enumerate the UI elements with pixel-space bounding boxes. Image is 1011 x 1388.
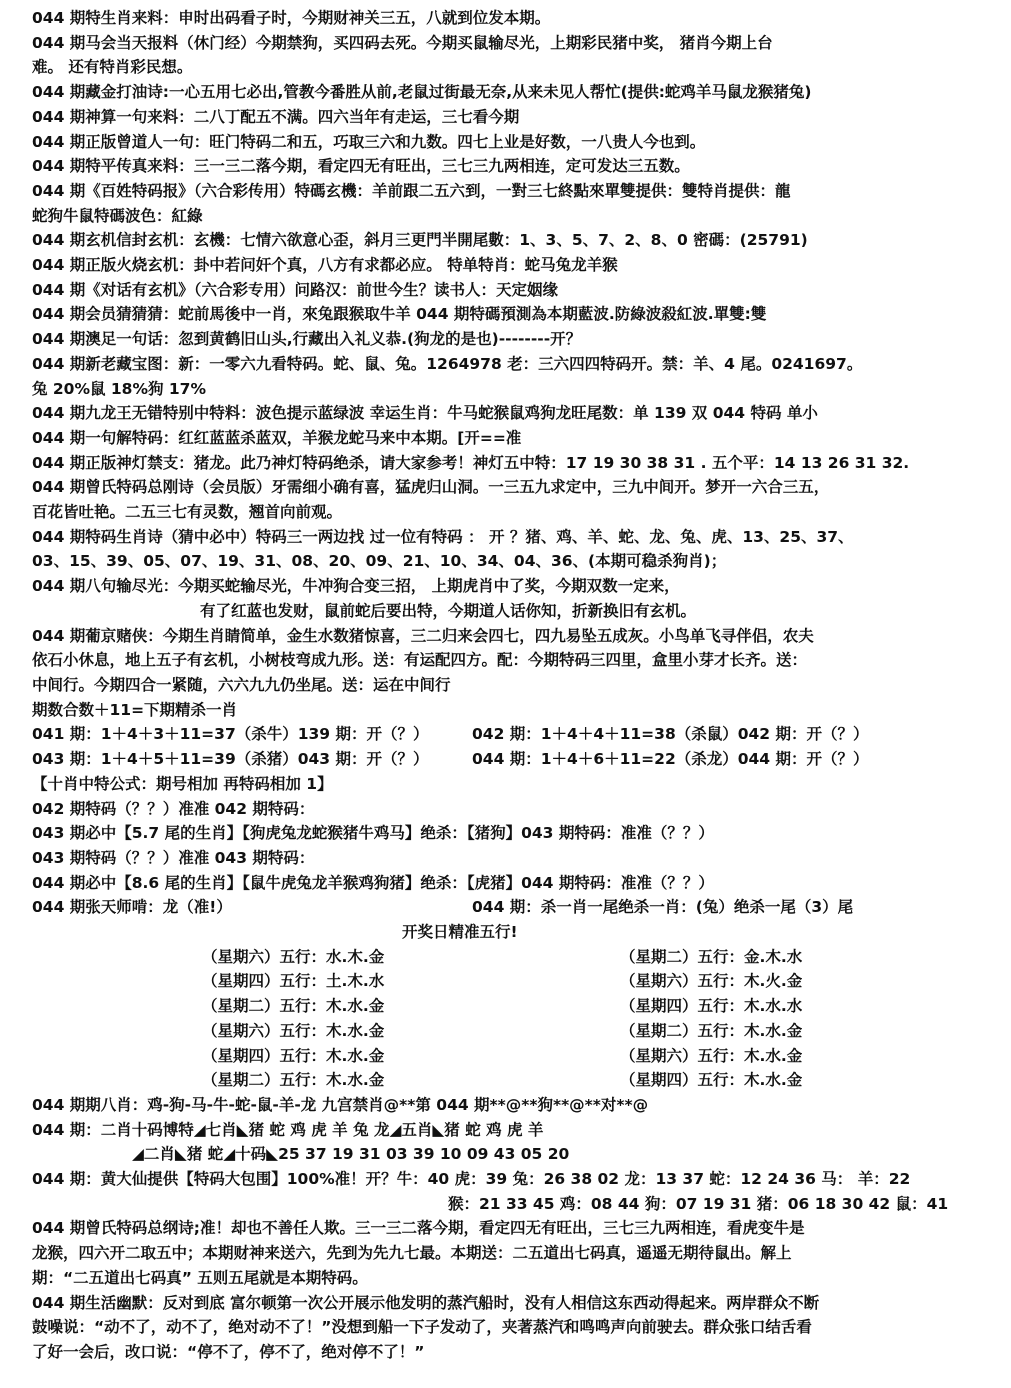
zhang-tianshi-row — [32, 895, 997, 920]
text-line: 龙猴，四六开二取五中；本期财神来送六，先到为先九七最。本期送：二五道出七码真，遥遥无期待鼠出。解上 — [32, 1244, 792, 1263]
wuxing-cell: （星期四）五行：木.水.金 — [620, 1071, 803, 1090]
text-line: 044 期《对话有玄机》（六合彩专用）问路汉：前世今生？读书人：天定姻缘 — [32, 280, 559, 299]
zeng-humor-block — [32, 1216, 997, 1364]
two-zodiac-ten-codes: ◢二肖◣猪 蛇◢十码◣25 37 19 31 03 39 10 09 43 05 20 — [132, 1145, 570, 1164]
text-line: 044 期澳足一句话：忽到黄鹤旧山头,行藏出入礼义恭.(狗龙的是也)--------开？ — [32, 330, 582, 349]
prediction-lines-block — [32, 6, 997, 599]
text-line: 044 期曾氏特码总刚诗（会员版）牙需细小确有喜，猛虎归山洞。一三五九求定中，三九中间开。梦开一六合三五， — [32, 478, 830, 497]
wuxing-cell: （星期四）五行：土.木.水 — [202, 972, 385, 991]
text-line: 【十肖中特公式：期号相加 再特码相加 1】 — [32, 774, 333, 793]
text-line: 百花皆吐艳。二五三七有灵数，翘首向前观。 — [32, 503, 343, 522]
text-line: 044 期曾氏特码总纲诗;准！却也不善任人欺。三一三二落今期，看定四无有旺出，三七三九两相连，看虎变牛是 — [32, 1219, 805, 1238]
text-line: 兔 20%鼠 18%狗 17% — [32, 379, 206, 398]
text-line: 鼓噪说：“动不了，动不了，绝对动不了！”没想到船一下子发动了，夹著蒸汽和鸣鸣声向前驶去。群众张口结舌看 — [32, 1318, 812, 1337]
text-line: 044 期九龙王无错特别中特料：波色提示蓝绿波 幸运生肖：牛马蛇猴鼠鸡狗龙旺尾数：单 139 双 044 特码 单小 — [32, 404, 818, 423]
period-sum-formulas — [32, 722, 997, 771]
indented-line: 有了红蓝也发财，鼠前蛇后要出特，今期道人话你知，折新换旧有玄机。 — [200, 601, 697, 620]
huang-daxian-line: 044 期：黄大仙提供【特码大包围】100%准！开？牛：40 虎：39 兔：26 38 02 龙：13 37 蛇：12 24 36 马： 羊：22 — [32, 1170, 911, 1189]
text-line: 期：“二五道出七码真” 五则五尾就是本期特码。 — [32, 1268, 368, 1287]
text-line: 044 期马会当天报料（休门经）今期禁狗，买四码去死。今期买鼠输尽光，上期彩民猪中奖， 猪肖今期上台 — [32, 33, 773, 52]
text-line: 044 期新老藏宝图：新：一零六九看特码。蛇、鼠、兔。1264978 老：三六四四特码开。禁：羊、4 尾。0241697。 — [32, 354, 863, 373]
wuxing-row — [32, 1019, 997, 1044]
wuxing-cell: （星期六）五行：木.水.金 — [202, 1021, 385, 1040]
text-line: 难。 还有特肖彩民想。 — [32, 58, 193, 77]
wuxing-cell: （星期六）五行：水.木.金 — [202, 947, 385, 966]
wuxing-row — [32, 994, 997, 1019]
zhang-right: 044 期：杀一肖一尾绝杀一肖：(兔）绝杀一尾（3）尾 — [472, 898, 854, 917]
wuxing-grid — [32, 945, 997, 1093]
text-line: 中间行。今期四合一紧随，六六九九仍坐尾。送：运在中间行 — [32, 675, 451, 694]
text-line: 蛇狗牛鼠特碼波色：紅綠 — [32, 206, 203, 225]
wuxing-cell: （星期二）五行：木.水.金 — [202, 1071, 385, 1090]
text-line: 044 期神算一句来料：二八丁配五不满。四六当年有走运，三七看今期 — [32, 107, 520, 126]
formula-cell: 043 期：1＋4＋5＋11=39（杀猪）043 期：开（？） — [32, 750, 429, 769]
text-line: 044 期正版火烧玄机：卦中若问奸个真，八方有求都必应。 特单特肖：蛇马兔龙羊猴 — [32, 256, 618, 275]
formula-row — [32, 722, 997, 747]
eight-zodiac-block — [32, 1093, 997, 1142]
wuxing-row — [32, 1044, 997, 1069]
wuxing-title: 开奖日精准五行! — [402, 923, 518, 942]
formula-cell: 042 期：1＋4＋4＋11=38（杀鼠）042 期：开（？） — [472, 725, 869, 744]
wuxing-cell: （星期二）五行：金.木.水 — [620, 947, 803, 966]
wuxing-row — [32, 945, 997, 970]
wuxing-cell: （星期四）五行：木.水.金 — [202, 1046, 385, 1065]
formula-cell: 041 期：1＋4＋3＋11=37（杀牛）139 期：开（？） — [32, 725, 429, 744]
text-line: 044 期必中【8.6 尾的生肖】【鼠牛虎兔龙羊猴鸡狗猪】绝杀：【虎猪】044 期特码：准准（？？） — [32, 873, 714, 892]
text-line: 044 期藏金打油诗:一心五用七必出,管教今番胜从前,老鼠过街最无奈,从来未见人帮忙(提供:蛇鸡羊马鼠龙猴猪兔) — [32, 83, 812, 102]
text-line: 044 期正版神灯禁支：猪龙。此乃神灯特码绝杀，请大家参考！神灯五中特：17 19 30 38 31 . 五个平：14 13 26 31 32. — [32, 453, 910, 472]
wuxing-cell: （星期二）五行：木.水.金 — [202, 997, 385, 1016]
text-line: 044 期一句解特码：红红蓝蓝杀蓝双，羊猴龙蛇马来中本期。[开==准 — [32, 428, 522, 447]
text-line: 044 期特码生肖诗（猜中必中）特码三一两边找 过一位有特码 ： 开 ？猪、鸡、羊、蛇、龙、兔、虎、13、25、37、 — [32, 527, 854, 546]
text-line: 044 期正版曾道人一句：旺门特码二和五，巧取三六和九数。四七上业是好数，一八贵人今也到。 — [32, 132, 706, 151]
wuxing-cell: （星期六）五行：木.火.金 — [620, 972, 803, 991]
wuxing-row — [32, 1068, 997, 1093]
text-line: 期数合数＋11=下期精杀一肖 — [32, 700, 238, 719]
text-line: 了好一会后，改口说：“停不了，停不了，绝对停不了！” — [32, 1342, 425, 1361]
wuxing-row — [32, 969, 997, 994]
zhang-left: 044 期张天师啃：龙（准!） — [32, 898, 232, 917]
formula-cell: 044 期：1＋4＋6＋11=22（杀龙）044 期：开（？） — [472, 750, 869, 769]
text-line: 043 期必中【5.7 尾的生肖】【狗虎兔龙蛇猴猪牛鸡马】绝杀：【猪狗】043 期特码：准准（？？） — [32, 824, 714, 843]
text-line: 042 期特码（？？）准准 042 期特码： — [32, 799, 315, 818]
wuxing-cell: （星期二）五行：木.水.金 — [620, 1021, 803, 1040]
text-line: 044 期《百姓特码报》（六合彩传用）特碼玄機：羊前跟二五六到，一對三七終點來單雙提供：雙特肖提供：龍 — [32, 181, 791, 200]
text-line: 044 期期八肖：鸡-狗-马-牛-蛇-鼠-羊-龙 九宫禁肖@**第 044 期**@**狗**@**对**@ — [32, 1095, 649, 1114]
text-line: 044 期特生肖来料：申时出码看子时，今期财神关三五，八就到位发本期。 — [32, 9, 551, 27]
text-line: 044 期葡京赌侠：今期生肖睛简单，金生水数猪惊喜，三二归来会四七，四九易坠五成灰。小鸟单飞寻伴侣，农夫 — [32, 626, 814, 645]
formula-row — [32, 747, 997, 772]
wuxing-cell: （星期六）五行：木.水.金 — [620, 1046, 803, 1065]
text-line: 044 期八句输尽光：今期买蛇输尽光，牛冲狗合变三招， 上期虎肖中了奖，今期双数一定来， — [32, 577, 680, 596]
gambler-poem-block — [32, 624, 997, 723]
text-line: 依石小休息，地上五子有玄机，小树枝弯成九形。送：有运配四方。配：今期特码三四里，盒里小芽才长齐。送： — [32, 651, 808, 670]
huang-daxian-sub: 猴：21 33 45 鸡：08 44 狗：07 19 31 猪：06 18 30 42 鼠：41 — [448, 1194, 949, 1213]
ten-zodiac-formula-block — [32, 772, 997, 896]
text-line: 03、15、39、05、07、19、31、08、20、09、21、10、34、04、36、(本期可稳杀狗肖)； — [32, 552, 727, 571]
text-line: 044 期生活幽默：反对到底 富尔顿第一次公开展示他发明的蒸汽船时，没有人相信这东西动得起来。两岸群众不断 — [32, 1293, 820, 1312]
text-line: 044 期会员猜猜猜：蛇前馬後中一肖，來兔跟猴取牛羊 044 期特碼預測為本期藍波.防綠波殺紅波.單雙:雙 — [32, 305, 767, 324]
text-line: 043 期特码（？？）准准 043 期特码： — [32, 848, 315, 867]
wuxing-cell: （星期四）五行：木.水.水 — [620, 997, 803, 1016]
text-line: 044 期：二肖十码博特◢七肖◣猪 蛇 鸡 虎 羊 兔 龙◢五肖◣猪 蛇 鸡 虎 羊 — [32, 1120, 544, 1139]
text-line: 044 期玄机信封玄机：玄機：七情六欲意心歪，斜月三更門半開尾數：1、3、5、7、2、8、0 密碼：(25791) — [32, 231, 808, 250]
text-line: 044 期特平传真来料：三一三二落今期，看定四无有旺出，三七三九两相连，定可发达三五数。 — [32, 157, 690, 176]
